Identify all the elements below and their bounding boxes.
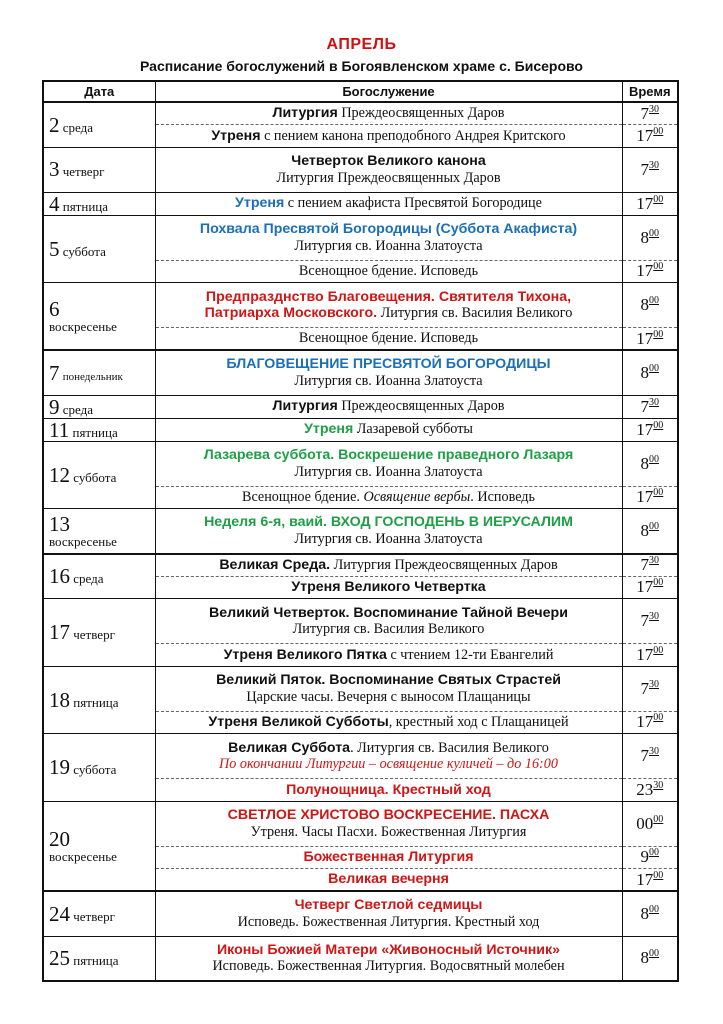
time-cell	[622, 192, 678, 215]
service-cell	[155, 576, 622, 599]
time-minutes: 30	[653, 779, 664, 791]
service-text: Великий Четверток. Воспоминание Тайной Вечери	[209, 604, 568, 621]
day-number: 7	[49, 360, 60, 385]
day-number: 12	[49, 462, 70, 487]
time-minutes: 00	[649, 847, 659, 859]
date-cell	[43, 395, 155, 418]
service-text: Утреня Великой Субботы	[208, 714, 389, 731]
weekday-label: среда	[73, 571, 104, 587]
time-cell	[622, 801, 678, 846]
date-cell	[43, 509, 155, 554]
service-text: с пением канона преподобного Андрея Критского	[260, 127, 566, 144]
service-text: Четверг Светлой седмицы	[294, 897, 483, 914]
service-text: Иконы Божией Матери «Живоносный Источник»	[216, 941, 561, 958]
weekday-label: воскресенье	[49, 319, 117, 335]
service-text: Похвала Пресвятой Богородицы (Суббота Акафиста)	[199, 221, 578, 238]
day-number: 6	[49, 297, 60, 322]
service-cell	[155, 125, 622, 148]
time-hours: 17	[636, 419, 654, 439]
service-text: Полунощница. Крестный ход	[286, 781, 491, 798]
time-hours: 8	[640, 295, 649, 315]
time-minutes: 00	[649, 362, 659, 374]
time-cell	[622, 846, 678, 869]
service-text: Лазарева суббота. Воскрешение праведного Лазаря	[203, 447, 574, 464]
service-text: Утреня	[211, 127, 261, 144]
time-hours: 8	[640, 453, 649, 473]
time-minutes: 00	[653, 577, 664, 589]
time-cell	[622, 554, 678, 577]
service-text: Великая вечерня	[328, 871, 449, 888]
time-minutes: 00	[653, 193, 664, 205]
service-cell	[155, 734, 622, 779]
service-text: Божественная Литургия	[303, 849, 474, 866]
service-text: с пением акафиста Пресвятой Богородице	[284, 195, 542, 212]
table-row	[43, 801, 678, 846]
table-row	[43, 102, 678, 125]
time-cell	[622, 125, 678, 148]
service-text: Преждеосвященных Даров	[337, 398, 505, 415]
service-cell	[155, 260, 622, 283]
weekday-label: четверг	[62, 164, 105, 180]
time-hours: 7	[640, 396, 649, 416]
time-minutes: 00	[649, 903, 659, 915]
time-cell	[622, 441, 678, 486]
service-cell	[155, 666, 622, 711]
service-text: Утреня. Часы Пасхи. Божественная Литургия	[250, 823, 527, 840]
service-cell	[155, 147, 622, 192]
time-cell	[622, 599, 678, 644]
weekday-label: воскресенье	[49, 534, 117, 550]
service-text: Литургия св. Василия Великого	[377, 305, 573, 322]
weekday-label: четверг	[73, 627, 115, 643]
service-text: Всенощное бдение.	[241, 489, 364, 506]
service-cell	[155, 711, 622, 734]
date-cell	[43, 554, 155, 599]
time-cell	[622, 147, 678, 192]
time-hours: 17	[636, 328, 654, 348]
service-text: Литургия св. Иоанна Златоуста	[294, 463, 483, 480]
time-hours: 8	[640, 948, 649, 968]
date-cell	[43, 418, 155, 441]
time-minutes: 00	[653, 813, 664, 825]
time-cell	[622, 734, 678, 779]
service-cell	[155, 102, 622, 125]
day-number: 18	[49, 687, 70, 712]
day-number: 11	[49, 417, 70, 442]
weekday-label: пятница	[72, 424, 118, 440]
weekday-label: суббота	[73, 469, 117, 485]
service-cell	[155, 599, 622, 644]
table-row	[43, 554, 678, 577]
time-cell	[622, 486, 678, 509]
date-cell	[43, 192, 155, 215]
service-cell	[155, 801, 622, 846]
day-number: 17	[49, 620, 70, 645]
service-text: Великий Пяток. Воспоминание Святых Страстей	[216, 672, 561, 689]
time-minutes: 00	[649, 295, 659, 307]
service-cell	[155, 418, 622, 441]
time-minutes: 30	[649, 159, 659, 171]
time-hours: 17	[636, 193, 654, 213]
service-column-header: Богослужение	[155, 81, 622, 102]
service-text: Освящение вербы	[363, 489, 471, 506]
time-minutes: 00	[653, 712, 664, 724]
service-text: Литургия св. Иоанна Златоуста	[294, 237, 483, 254]
schedule-body	[43, 102, 678, 981]
time-hours: 8	[640, 227, 649, 247]
service-text: Всенощное бдение. Исповедь	[298, 330, 479, 347]
time-cell	[622, 936, 678, 981]
service-text: Литургия св. Иоанна Златоуста	[294, 372, 483, 389]
date-cell	[43, 215, 155, 283]
time-hours: 23	[636, 779, 654, 799]
time-hours: 7	[640, 159, 649, 179]
day-number: 4	[49, 191, 60, 216]
time-cell	[622, 666, 678, 711]
weekday-label: среда	[62, 119, 94, 135]
time-hours: 8	[640, 903, 649, 923]
time-hours: 8	[640, 362, 649, 382]
time-hours: 7	[640, 555, 649, 575]
time-hours: 7	[640, 611, 649, 631]
table-row	[43, 147, 678, 192]
weekday-label: суббота	[73, 762, 117, 778]
time-cell	[622, 102, 678, 125]
time-hours: 17	[636, 869, 654, 889]
service-cell	[155, 192, 622, 215]
service-text: Утреня	[235, 195, 285, 212]
weekday-label: четверг	[73, 908, 115, 924]
service-text: , крестный ход с Плащаницей	[388, 714, 569, 731]
day-number: 20	[49, 827, 70, 852]
time-hours: 17	[636, 125, 654, 145]
service-cell	[155, 486, 622, 509]
service-text: Литургия Преждеосвященных Даров	[330, 556, 558, 573]
service-cell	[155, 644, 622, 667]
time-minutes: 00	[653, 869, 664, 881]
date-cell	[43, 599, 155, 667]
weekday-label: пятница	[73, 953, 119, 969]
table-row	[43, 599, 678, 644]
date-cell	[43, 936, 155, 981]
time-minutes: 00	[653, 419, 664, 431]
service-text: Утреня Великого Четвертка	[291, 579, 486, 596]
table-row	[43, 350, 678, 395]
table-row	[43, 215, 678, 260]
schedule-subtitle: Расписание богослужений в Богоявленском храме с. Бисерово	[140, 58, 583, 74]
time-cell	[622, 869, 678, 892]
time-minutes: 00	[653, 644, 664, 656]
service-text: Литургия	[272, 105, 338, 122]
time-cell	[622, 328, 678, 351]
service-text: Предпразднство Благовещения. Святителя Тихона,	[205, 288, 572, 305]
service-text: Лазаревой субботы	[353, 421, 473, 438]
time-minutes: 00	[649, 227, 659, 239]
time-hours: 7	[640, 678, 649, 698]
date-cell	[43, 801, 155, 891]
time-minutes: 00	[649, 453, 659, 465]
service-text: Исповедь. Божественная Литургия. Крестный ход	[237, 913, 540, 930]
service-text: Великая Суббота	[228, 739, 351, 756]
time-hours: 7	[640, 103, 649, 123]
weekday-label: пятница	[62, 198, 109, 214]
day-number: 5	[49, 236, 60, 261]
date-cell	[43, 734, 155, 802]
time-cell	[622, 395, 678, 418]
service-cell	[155, 509, 622, 554]
time-column-header: Время	[622, 81, 678, 102]
service-cell	[155, 936, 622, 981]
service-text: Преждеосвященных Даров	[337, 105, 505, 122]
schedule-table	[42, 80, 679, 982]
service-cell	[155, 891, 622, 936]
time-cell	[622, 350, 678, 395]
service-text: Литургия св. Иоанна Златоуста	[294, 530, 483, 547]
service-cell	[155, 554, 622, 577]
time-cell	[622, 215, 678, 260]
service-cell	[155, 846, 622, 869]
service-text: БЛАГОВЕЩЕНИЕ ПРЕСВЯТОЙ БОГОРОДИЦЫ	[226, 356, 551, 373]
service-cell	[155, 328, 622, 351]
service-text: . Литургия св. Василия Великого	[350, 739, 549, 756]
day-number: 9	[49, 394, 60, 419]
date-cell	[43, 891, 155, 936]
service-text: Утреня	[304, 421, 354, 438]
service-text: . Исповедь	[470, 489, 535, 506]
service-cell	[155, 869, 622, 892]
service-text: Всенощное бдение. Исповедь	[298, 263, 479, 280]
day-number: 19	[49, 755, 70, 780]
time-minutes: 00	[653, 487, 664, 499]
day-number: 16	[49, 564, 70, 589]
time-minutes: 30	[649, 611, 659, 623]
service-cell	[155, 441, 622, 486]
service-text: Царские часы. Вечерня с выносом Плащаницы	[246, 688, 531, 705]
service-text: Литургия	[272, 398, 338, 415]
weekday-label: пятница	[73, 694, 119, 710]
time-minutes: 30	[649, 396, 659, 408]
time-cell	[622, 260, 678, 283]
service-text: Утреня Великого Пятка	[223, 646, 387, 663]
time-minutes: 00	[653, 125, 664, 137]
time-cell	[622, 418, 678, 441]
weekday-label: суббота	[62, 243, 106, 259]
date-cell	[43, 283, 155, 351]
weekday-label: среда	[62, 401, 94, 417]
service-text: Неделя 6-я, ваий. ВХОД ГОСПОДЕНЬ В ИЕРУСАЛИМ	[204, 514, 573, 531]
service-text: Литургия св. Василия Великого	[292, 621, 485, 638]
time-hours: 7	[640, 746, 649, 766]
day-number: 24	[49, 901, 70, 926]
month-title: АПРЕЛЬ	[326, 36, 397, 53]
service-text: Литургия Преждеосвященных Даров	[276, 169, 501, 186]
table-row	[43, 666, 678, 711]
service-text: Патриарха Московского.	[204, 305, 378, 322]
time-minutes: 30	[649, 746, 659, 758]
time-minutes: 30	[649, 103, 659, 115]
time-cell	[622, 576, 678, 599]
table-row	[43, 283, 678, 328]
weekday-label: воскресенье	[49, 849, 117, 865]
time-minutes: 00	[653, 328, 664, 340]
service-cell	[155, 350, 622, 395]
table-row	[43, 441, 678, 486]
date-cell	[43, 441, 155, 509]
service-text: По окончании Литургии – освящение куличей – до 16:00	[219, 756, 558, 773]
weekday-label: понедельник	[62, 370, 123, 383]
time-hours: 17	[636, 577, 654, 597]
time-hours: 8	[640, 520, 649, 540]
time-hours: 00	[636, 813, 654, 833]
date-cell	[43, 102, 155, 147]
date-cell	[43, 666, 155, 734]
service-text: с чтением 12-ти Евангелий	[386, 646, 554, 663]
day-number: 3	[49, 157, 60, 182]
service-cell	[155, 283, 622, 328]
table-row	[43, 734, 678, 779]
time-minutes: 00	[649, 948, 659, 960]
time-minutes: 30	[649, 678, 659, 690]
service-cell	[155, 779, 622, 802]
service-text: Великая Среда.	[219, 556, 331, 573]
time-cell	[622, 283, 678, 328]
time-cell	[622, 711, 678, 734]
time-minutes: 00	[653, 261, 664, 273]
time-minutes: 30	[649, 555, 659, 567]
table-row	[43, 192, 678, 215]
time-minutes: 00	[649, 520, 659, 532]
service-text: Исповедь. Божественная Литургия. Водосвятный молебен	[212, 958, 565, 975]
date-cell	[43, 350, 155, 395]
date-cell	[43, 147, 155, 192]
time-cell	[622, 644, 678, 667]
time-hours: 17	[636, 644, 654, 664]
table-row	[43, 936, 678, 981]
table-row	[43, 891, 678, 936]
day-number: 2	[49, 112, 60, 137]
table-header-row	[43, 81, 678, 102]
time-cell	[622, 779, 678, 802]
service-cell	[155, 215, 622, 260]
table-row	[43, 509, 678, 554]
service-cell	[155, 395, 622, 418]
time-hours: 9	[640, 847, 649, 867]
service-text: СВЕТЛОЕ ХРИСТОВО ВОСКРЕСЕНИЕ. ПАСХА	[227, 807, 550, 824]
time-cell	[622, 509, 678, 554]
service-text: Четверток Великого канона	[291, 153, 486, 170]
day-number: 25	[49, 946, 70, 971]
day-number: 13	[49, 512, 70, 537]
time-hours: 17	[636, 261, 654, 281]
time-hours: 17	[636, 487, 654, 507]
time-hours: 17	[636, 712, 654, 732]
time-cell	[622, 891, 678, 936]
date-column-header: Дата	[43, 81, 155, 102]
table-row	[43, 418, 678, 441]
table-row	[43, 395, 678, 418]
